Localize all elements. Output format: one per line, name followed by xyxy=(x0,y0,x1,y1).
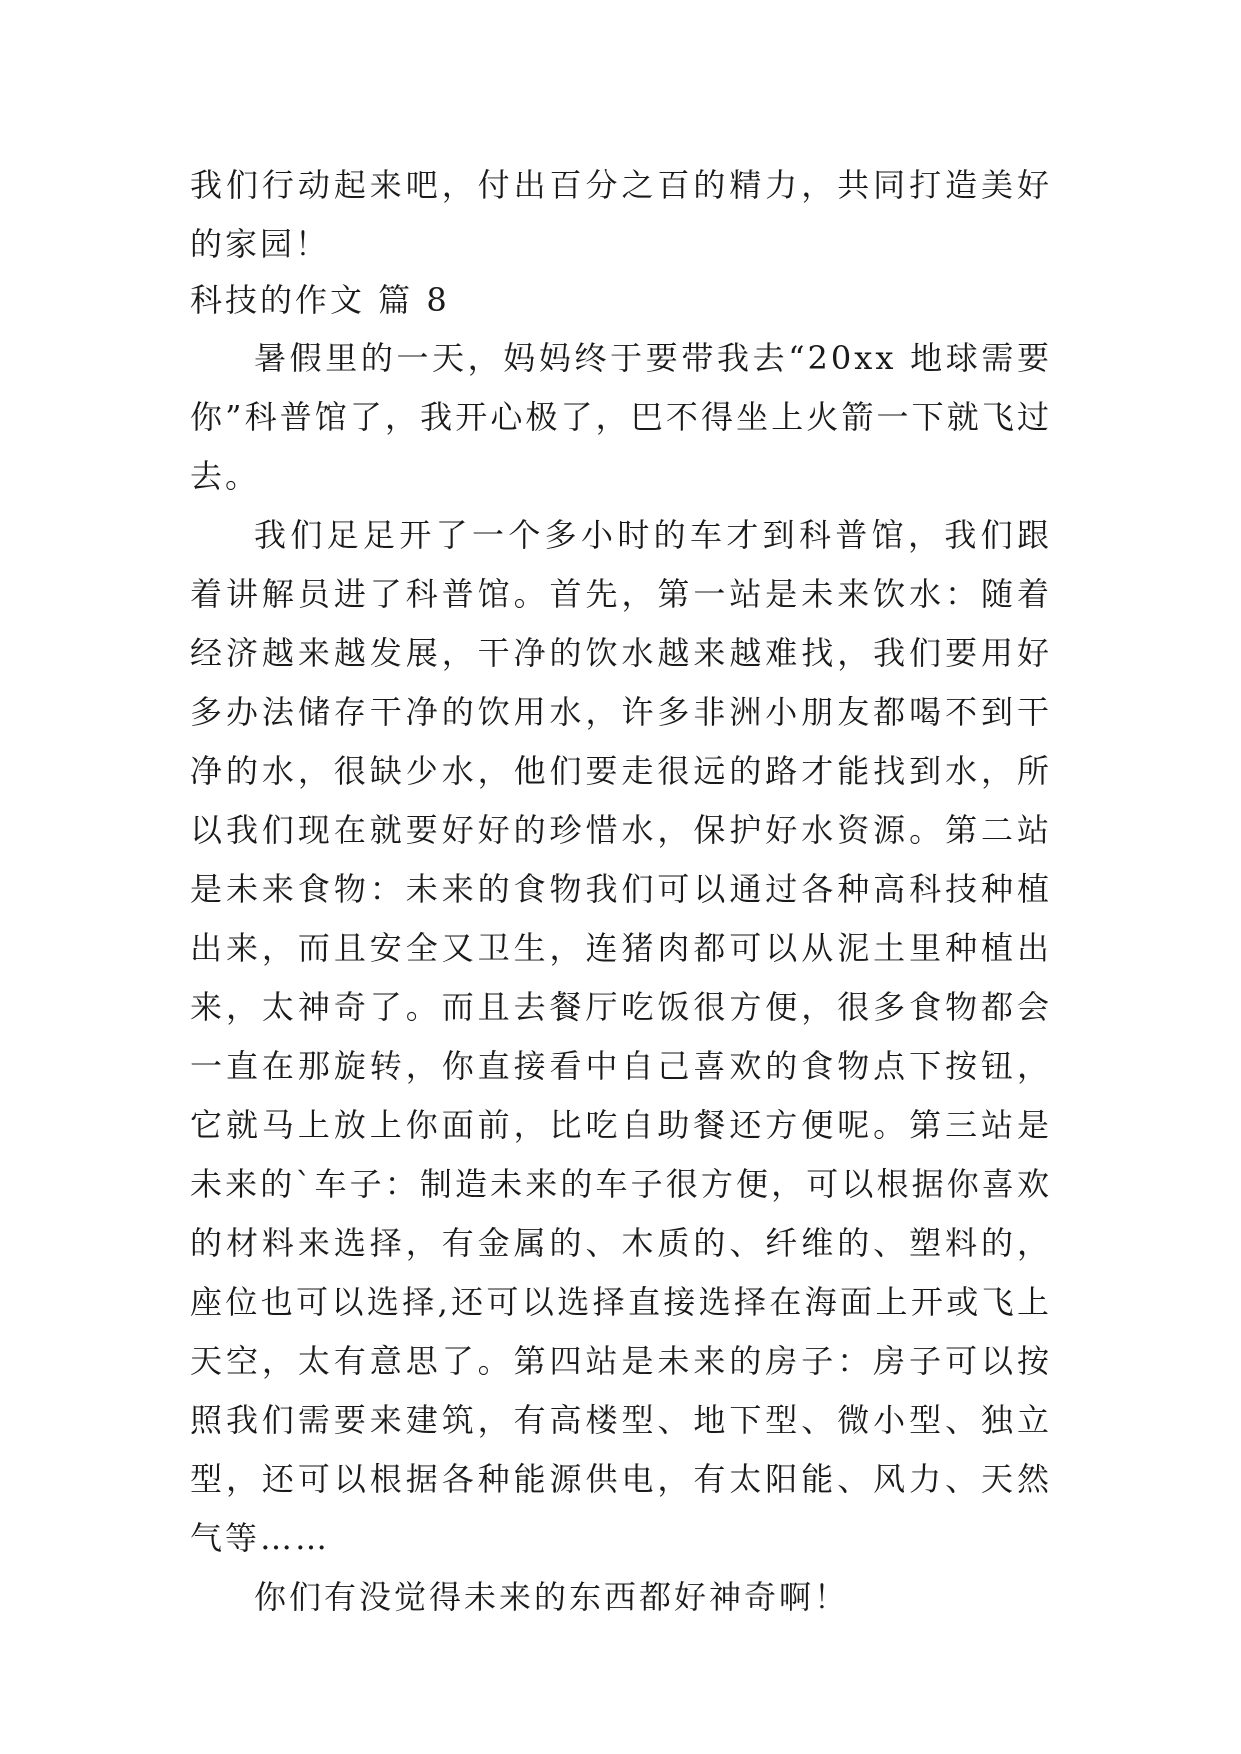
paragraph: 你们有没觉得未来的东西都好神奇啊！ xyxy=(254,1578,850,1616)
intro-block xyxy=(190,156,1052,274)
essay-body xyxy=(190,329,1052,1627)
paragraph: 我们足足开了一个多小时的车才到科普馆，我们跟着讲解员进了科普馆。首先，第一站是未来饮水：随着经济越来越发展，干净的饮水越来越难找，我们要用好多办法储存干净的饮用水，许多非洲小朋友都喝不到干净的水，很缺少水，他们要走很远的路才能找到水，所以我们现在就要好好的珍惜水，保护好水资源。第二站是未来食物：未来的食物我们可以通过各种高科技种植出来，而且安全又卫生，连猪肉都可以从泥土里种植出来，太神奇了。而且去餐厅吃饭很方便，很多食物都会一直在那旋转，你直接看中自己喜欢的食物点下按钮，它就马上放上你面前，比吃自助餐还方便呢。第三站是未来的`车子：制造未来的车子很方便，可以根据你喜欢的材料来选择，有金属的、木质的、纤维的、塑料的，座位也可以选择,还可以选择直接选择在海面上开或飞上天空，太有意思了。第四站是未来的房子：房子可以按照我们需要来建筑，有高楼型、地下型、微小型、独立型，还可以根据各种能源供电，有太阳能、风力、天然气等…… xyxy=(190,516,1052,1557)
intro-paragraph: 我们行动起来吧，付出百分之百的精力，共同打造美好的家园！ xyxy=(190,166,1052,263)
section-heading: 科技的作文 篇 8 xyxy=(190,281,450,319)
paragraph: 暑假里的一天，妈妈终于要带我去“20xx 地球需要你”科普馆了，我开心极了，巴不得坐上火箭一下就飞过去。 xyxy=(190,339,1052,495)
